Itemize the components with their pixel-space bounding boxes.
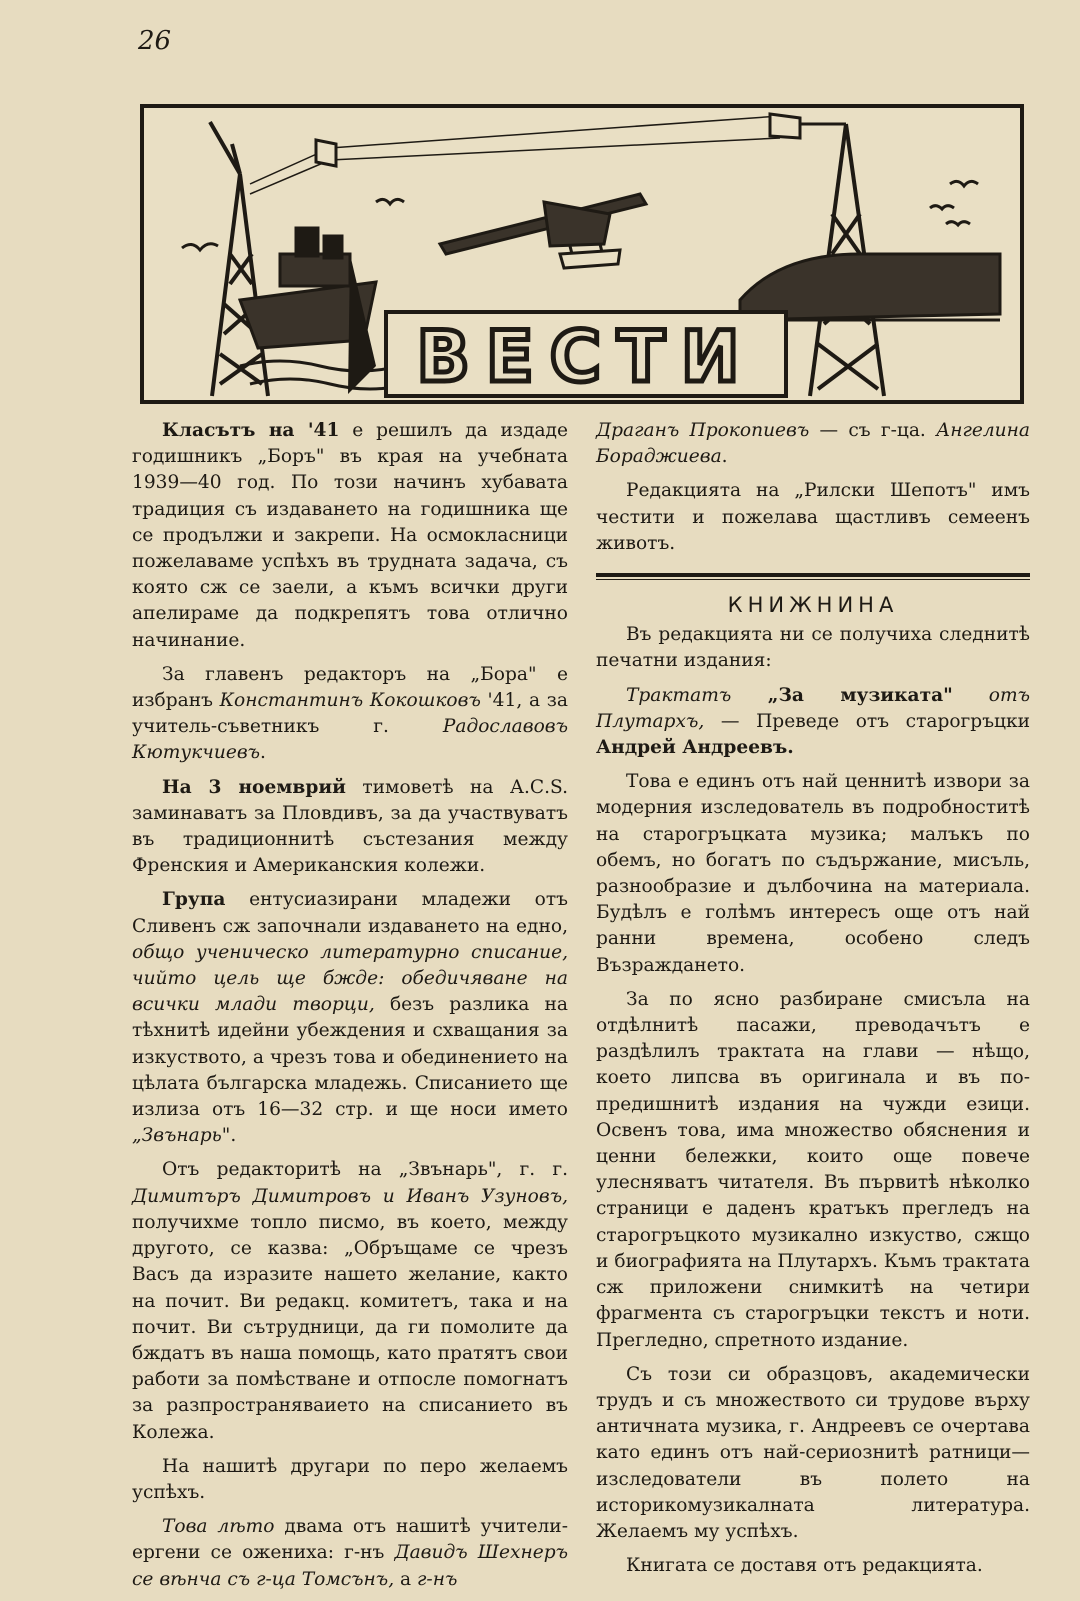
paragraph-class-41: Класътъ на '41 е решилъ да издаде годишникъ „Боръ" въ края на учебната 1939—40 год. По този начинъ хубавата традиция съ издаването на годишника ще се продължи и закрепи. На осмокласници пожелаваме успѣхъ въ трудната задача, съ която сж се заели, а къмъ всички други апелираме да подкрепятъ това отлично начинание. — [132, 420, 568, 651]
banner-title: ВЕСТИ — [416, 316, 756, 398]
news-banner-illustration — [140, 104, 1024, 404]
paragraph-weddings: Това лѣто двама отъ нашитѣ учители-ергени се ожениха: г-нъ Давидъ Шехнеръ се вѣнча съ г-ца Томсънъ, а г-нъ — [132, 1516, 569, 1590]
paragraph-november: На 3 ноемврий тимоветѣ на А.С.S. заминаватъ за Пловдивъ, за да участвуватъ въ традиционнитѣ състезания между Френския и Американския колежи. — [132, 776, 568, 877]
paragraph-book: Трактатъ „За музиката" отъ Плутархъ, — Преведе отъ старогръцки Андрей Андреевъ. — [596, 684, 1030, 759]
paragraph-congrats: Редакцията на „Рилски Шепотъ" имъ честити и пожелава щастливъ семеенъ животъ. — [596, 480, 1030, 554]
paragraph-wishes: На нашитѣ другари по перо желаемъ успѣхъ. — [132, 1455, 568, 1503]
section-divider-thin — [596, 579, 1030, 580]
paragraph-intro: Въ редакцията ни се получиха следнитѣ печатни издания: — [596, 624, 1030, 672]
paragraph-review-3: Съ този си образцовъ, академически трудъ и съ множеството си трудове върху античната музика, г. Андреевъ се очертава като единъ отъ най-сериознитѣ ратници—изследователи въ полето на историкомузикалната литература. Желаемъ му успѣхъ. — [596, 1363, 1030, 1542]
paragraph-continuation: Драганъ Прокопиевъ — съ г-ца. Ангелина Бораджиева. — [596, 420, 1030, 468]
paragraph-availability: Книгата се доставя отъ редакцията. — [626, 1555, 983, 1577]
paragraph-editor: За главенъ редакторъ на „Бора" е избранъ Константинъ Кокошковъ '41, а за учитель-съветникъ г. Радославовъ Кютукчиевъ. — [132, 663, 568, 764]
paragraph-review-2: За по ясно разбиране смисъла на отдѣлнитѣ пасажи, преводачътъ е раздѣлилъ трактата на глави — нѣщо, което липсва въ оригинала и въ по-предишнитѣ издания на чужди езици. Освенъ това, има множество обяснения и ценни бележки, които още повече улесняватъ читателя. Въ първитѣ нѣколко страници е даденъ кратъкъ прегледъ на старогръцкото музикално изкуство, сжщо и биографията на Плутархъ. Къмъ трактата сж приложени снимкитѣ на четири фрагмента съ старогръцки текстъ и ноти. Прегледно, спретното издание. — [596, 988, 1030, 1351]
section-divider — [596, 573, 1030, 577]
paragraph-group: Група ентусиазирани младежи отъ Сливенъ сж започнали издаването на едно, общо ученическо литературно списание, чийто цель ще бжде: обедичяване на всички млади творци, безъ разлика на тѣхнитѣ идейни убеждения и схващания за изкуството, а чрезъ това и обединението на цѣлата българска младежь. Списанието ще излиза отъ 16—32 стр. и ще носи името „Звънарь". — [132, 889, 569, 1147]
section-heading: КНИЖНИНА — [727, 593, 899, 618]
paragraph-letter: Отъ редакторитѣ на „Звънарь", г. г. Димитъръ Димитровъ и Иванъ Узуновъ, получихме топло писмо, въ което, между другото, се казва: „Обръщаме се чрезъ Васъ да изразите нашето желание, както на почит. Ви редакц. комитетъ, така и на почит. Ви сътрудници, да ги помолите да бждатъ въ наша помощь, като пратятъ свои работи за помѣстване и отпосле помогнатъ за разпространяваието на списанието въ Колежа. — [132, 1159, 568, 1443]
paragraph-review-1: Това е единъ отъ най ценнитѣ извори за модерния изследователь въ подробноститѣ на старогръцката музика; малъкъ по обемъ, но богатъ по съдържание, мисъль, разнообразие и дълбочина на материала. Будѣлъ е голѣмъ интересъ още отъ най ранни времена, особено следъ Възраждането. — [596, 771, 1030, 976]
page-number: 26 — [138, 26, 172, 56]
left-column — [132, 418, 568, 1601]
right-column — [596, 418, 1030, 1587]
